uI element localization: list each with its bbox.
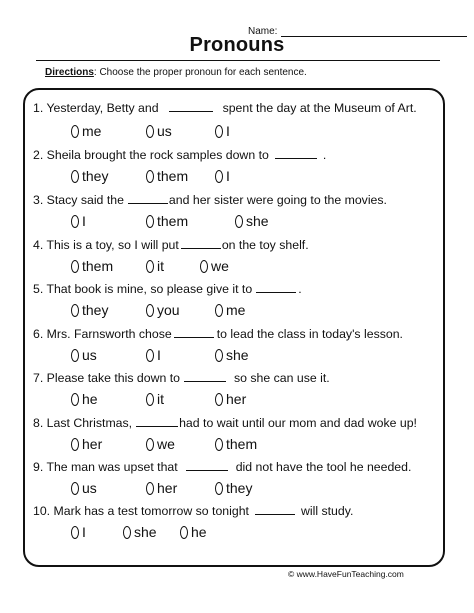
option-9-b[interactable] [146,480,177,496]
option-9-a[interactable] [71,480,97,496]
option-5-c[interactable] [215,302,245,318]
bubble-icon[interactable] [71,215,79,228]
option-2-a[interactable] [71,168,108,184]
bubble-icon[interactable] [146,349,154,362]
question-3-text-post: and her sister were going to the movies. [168,193,387,207]
bubble-icon[interactable] [146,125,154,138]
bubble-icon[interactable] [71,260,79,273]
bubble-icon[interactable] [215,304,223,317]
bubble-icon[interactable] [146,260,154,273]
option-label: us [82,347,97,363]
option-label: I [82,213,86,229]
question-10-blank [255,503,295,515]
bubble-icon[interactable] [123,526,131,539]
bubble-icon[interactable] [215,170,223,183]
option-label: us [82,480,97,496]
option-label: I [226,123,230,139]
bubble-icon[interactable] [215,393,223,406]
question-7-text-pre: 7. Please take this down to [33,371,180,385]
option-label: them [157,168,189,184]
option-9-c[interactable] [215,480,252,496]
option-5-b[interactable] [146,302,180,318]
option-label: them [157,213,189,229]
question-9 [33,459,411,474]
option-4-a[interactable] [71,258,113,274]
question-2 [33,147,326,162]
option-10-b[interactable] [123,524,157,540]
question-7-blank [184,370,226,382]
question-10 [33,503,353,518]
question-5-blank [256,281,296,293]
bubble-icon[interactable] [71,482,79,495]
question-2-text-post: . [322,148,327,162]
option-1-a[interactable] [71,123,101,139]
option-6-a[interactable] [71,347,97,363]
question-4-blank [181,237,221,249]
directions-label: Directions [45,67,94,78]
bubble-icon[interactable] [215,482,223,495]
bubble-icon[interactable] [235,215,243,228]
option-8-c[interactable] [215,436,257,452]
bubble-icon[interactable] [215,349,223,362]
option-label: it [157,258,164,274]
option-2-b[interactable] [146,168,188,184]
question-7 [33,370,330,385]
title-rule [36,60,440,61]
question-8 [33,415,417,430]
directions-text: : Choose the proper pronoun for each sentence. [93,67,307,78]
option-label: I [226,168,230,184]
question-5-text-pre: 5. That book is mine, so please give it to [33,282,253,296]
option-label: they [226,480,253,496]
question-1-text-post: spent the day at the Museum of Art. [222,101,417,115]
question-8-text-pre: 8. Last Christmas, [33,416,133,430]
bubble-icon[interactable] [71,125,79,138]
option-2-c[interactable] [215,168,230,184]
option-label: they [82,168,109,184]
option-4-b[interactable] [146,258,164,274]
option-1-b[interactable] [146,123,172,139]
question-2-blank [275,147,317,159]
question-9-blank [186,459,228,471]
option-7-a[interactable] [71,391,98,407]
question-9-text-post: did not have the tool he needed. [235,460,412,474]
option-5-a[interactable] [71,302,108,318]
bubble-icon[interactable] [71,438,79,451]
question-8-blank [136,415,178,427]
option-label: you [157,302,180,318]
directions [45,67,307,78]
option-7-c[interactable] [215,391,246,407]
worksheet-title: Pronouns [189,34,285,56]
option-8-a[interactable] [71,436,102,452]
option-label: me [226,302,246,318]
bubble-icon[interactable] [215,438,223,451]
question-box [23,88,445,567]
option-6-b[interactable] [146,347,161,363]
option-label: they [82,302,109,318]
option-label: he [191,524,207,540]
option-3-a[interactable] [71,213,86,229]
bubble-icon[interactable] [71,170,79,183]
question-6-text-pre: 6. Mrs. Farnsworth chose [33,327,172,341]
option-label: us [157,123,172,139]
question-3-text-pre: 3. Stacy said the [33,193,124,207]
option-label: them [226,436,258,452]
question-6-text-post: to lead the class in today's lesson. [216,327,403,341]
bubble-icon[interactable] [71,304,79,317]
option-1-c[interactable] [215,123,230,139]
option-label: we [157,436,175,452]
option-label: it [157,391,164,407]
bubble-icon[interactable] [146,482,154,495]
question-3-blank [128,192,168,204]
option-label: she [246,213,269,229]
bubble-icon[interactable] [146,393,154,406]
option-8-b[interactable] [146,436,175,452]
option-4-c[interactable] [200,258,229,274]
option-label: he [82,391,98,407]
bubble-icon[interactable] [146,438,154,451]
option-3-c[interactable] [235,213,269,229]
question-2-text-pre: 2. Sheila brought the rock samples down to [33,148,269,162]
bubble-icon[interactable] [71,393,79,406]
question-4-text-pre: 4. This is a toy, so I will put [33,238,179,252]
bubble-icon[interactable] [71,349,79,362]
question-1-blank [169,100,213,112]
bubble-icon[interactable] [146,304,154,317]
question-9-text-pre: 9. The man was upset that [33,460,178,474]
bubble-icon[interactable] [215,125,223,138]
bubble-icon[interactable] [200,260,208,273]
option-10-a[interactable] [71,524,86,540]
question-10-text-post: will study. [300,504,354,518]
question-10-text-pre: 10. Mark has a test tomorrow so tonight [33,504,249,518]
option-3-b[interactable] [146,213,188,229]
option-label: them [82,258,114,274]
bubble-icon[interactable] [180,526,188,539]
option-label: I [82,524,86,540]
option-label: her [82,436,103,452]
option-label: her [226,391,247,407]
question-1 [33,100,417,115]
copyright-footer: © www.HaveFunTeaching.com [288,569,404,579]
question-6 [33,326,403,341]
option-label: we [211,258,229,274]
bubble-icon[interactable] [146,170,154,183]
option-label: she [226,347,249,363]
bubble-icon[interactable] [146,215,154,228]
question-5-text-post: . [298,282,302,296]
option-label: she [134,524,157,540]
option-label: me [82,123,102,139]
bubble-icon[interactable] [71,526,79,539]
question-7-text-post: so she can use it. [233,371,330,385]
option-7-b[interactable] [146,391,164,407]
question-3 [33,192,387,207]
question-4 [33,237,309,252]
question-6-blank [174,326,214,338]
option-10-c[interactable] [180,524,207,540]
question-5 [33,281,302,296]
question-4-text-post: on the toy shelf. [221,238,309,252]
name-label: Name: [248,26,278,37]
question-8-text-post: had to wait until our mom and dad woke up! [179,416,417,430]
option-label: her [157,480,178,496]
option-6-c[interactable] [215,347,249,363]
question-1-text-pre: 1. Yesterday, Betty and [33,101,159,115]
option-label: I [157,347,161,363]
